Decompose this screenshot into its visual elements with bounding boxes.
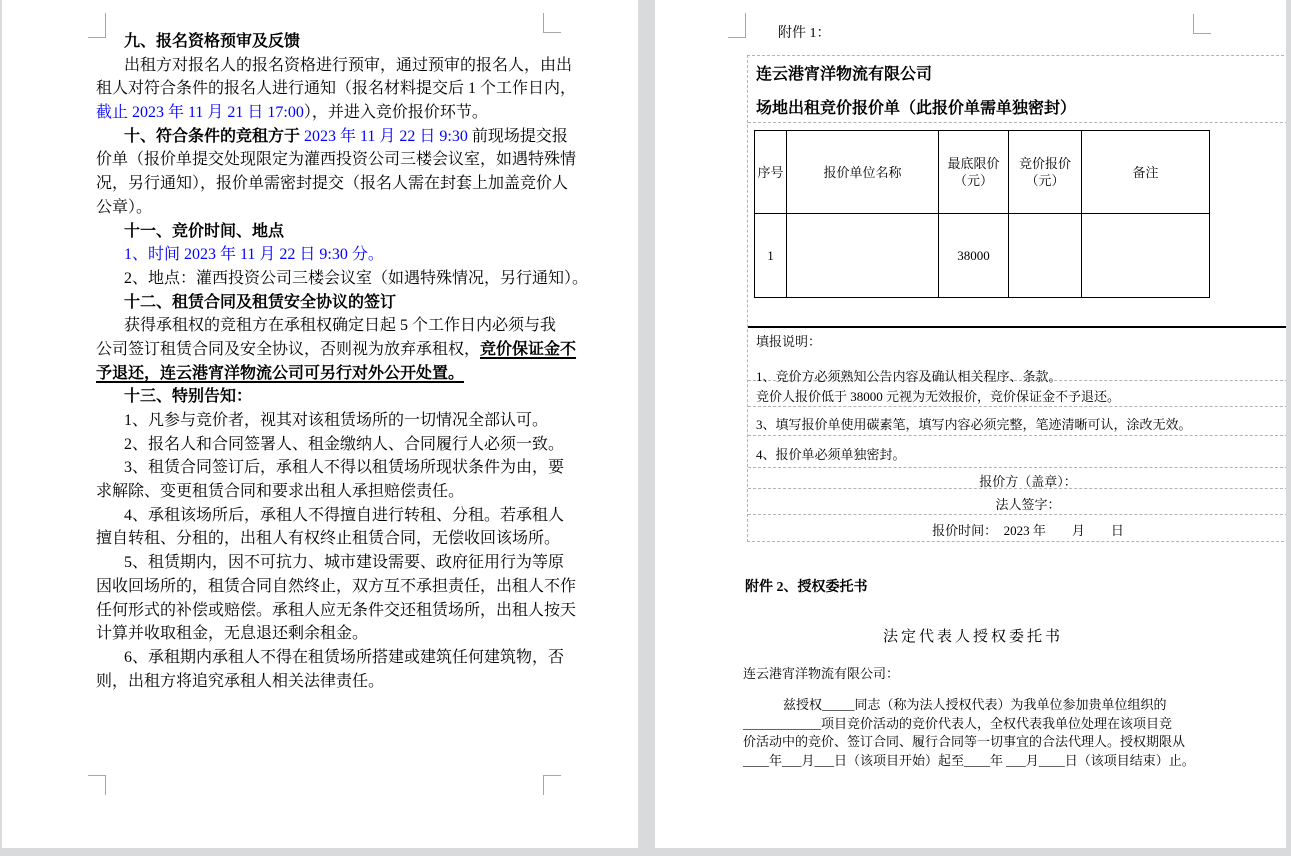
quote-table — [754, 130, 1210, 298]
text-line: 1、时间 2023 年 11 月 22 日 9:30 分。 — [124, 246, 384, 264]
text-line: 予退还，连云港宵洋物流公司可另行对外公开处置。 — [96, 364, 465, 382]
table-cell — [787, 214, 939, 298]
text-line: 况，另行通知），报价单需密封提交（报名人需在封套上加盖竞价人 — [96, 175, 569, 193]
column-header: 序号 — [755, 131, 787, 214]
text-line: 截止 2023 年 11 月 21 日 17:00），并进入竞价报价环节。 — [96, 104, 488, 122]
notes-row-1 — [748, 328, 1286, 384]
notes-row-3: 3、填写报价单使用碳素笔，填写内容必须完整，笔迹清晰可认，涂改无效。 — [748, 407, 1286, 436]
table-cell: 1 — [755, 214, 787, 298]
poa-line: ____________项目竞价活动的竞价代表人，全权代表我单位处理在该项目竞 — [743, 715, 1173, 731]
table-row — [755, 214, 1210, 298]
poa-salutation: 连云港宵洋物流有限公司： — [743, 666, 900, 681]
text-line: 6、承租期内承租人不得在租赁场所搭建或建筑任何建筑物，否 — [124, 648, 565, 666]
text-line: 十、符合条件的竞租方于 2023 年 11 月 22 日 9:30 前现场提交报 — [124, 127, 568, 145]
crop-mark-bottom-left — [88, 775, 106, 795]
text-line: 价单（报价单提交处现限定为灌西投资公司三楼会议室，如遇特殊情 — [96, 151, 577, 169]
page-1[interactable] — [2, 0, 638, 848]
poa-paragraph — [743, 696, 1213, 770]
canvas-bottom-edge — [0, 848, 1291, 856]
quote-form-box — [747, 55, 1286, 542]
page-2[interactable] — [655, 0, 1286, 848]
crop-mark-bottom-right — [543, 775, 561, 795]
text-line: 求解除、变更租赁合同和要求出租人承担赔偿责任。 — [96, 483, 465, 501]
text-line: 任何形式的补偿或赔偿。承租人应无条件交还租赁场所，出租人按天 — [96, 601, 577, 619]
notes-heading: 填报说明： — [756, 334, 822, 349]
text-line: 十一、竞价时间、地点 — [124, 222, 285, 240]
column-header: 竞价报价（元） — [1009, 131, 1082, 214]
poa-line: ____年___月___日（该项目开始）起至____年 ___月____日（该项目结束）止。 — [743, 752, 1195, 768]
text-line: 获得承租权的竞租方在承租权确定日起 5 个工作日内必须与我 — [124, 317, 557, 335]
quote-date-line: 报价时间： 2023 年 月 日 — [932, 523, 1124, 538]
column-header: 报价单位名称 — [787, 131, 939, 214]
attachment1-label: 附件 1： — [778, 26, 831, 41]
legal-sign-line: 法人签字： — [748, 489, 1286, 515]
text-line: 因收回场所的，租赁合同自然终止，双方互不承担责任，出租人不作 — [96, 577, 577, 595]
text-line: 十三、特别告知： — [124, 388, 253, 406]
text-line: 擅自转租、分租的，出租人有权终止租赁合同，无偿收回该场所。 — [96, 530, 561, 548]
poa-line: 价活动中的竞价、签订合同、履行合同等一切事宜的合法代理人。授权期限从 — [743, 734, 1186, 750]
quote-form-header — [748, 56, 1286, 123]
column-header: 备注 — [1082, 131, 1210, 214]
text-line: 计算并收取租金，无息退还剩余租金。 — [96, 625, 369, 643]
text-line: 5、租赁期内，因不可抗力、城市建设需要、政府征用行为等原 — [124, 554, 565, 572]
table-cell — [1009, 214, 1082, 298]
text-line: 1、凡参与竞价者，视其对该租赁场所的一切情况全部认可。 — [124, 412, 549, 429]
text-line: 则，出租方将追究承租人相关法律责任。 — [96, 672, 385, 690]
poa-line: 兹授权_____同志（称为法人授权代表）为我单位参加贵单位组织的 — [783, 697, 1167, 712]
text-line: 出租方对报名人的报名资格进行预审，通过预审的报名人，由出 — [124, 56, 573, 74]
text-line: 4、承租该场所后，承租人不得擅自进行转租、分租。若承租人 — [124, 506, 565, 524]
canvas-right-edge — [1286, 0, 1291, 848]
quote-table-header-row — [755, 131, 1210, 214]
attachment2-heading: 附件 2、授权委托书 — [745, 580, 868, 595]
text-line: 公章）。 — [96, 198, 153, 216]
text-line: 九、报名资格预审及反馈 — [124, 33, 301, 50]
signature-stamp-line: 报价方（盖章）： — [748, 468, 1286, 489]
text-line: 2、报名人和合同签署人、租金缴纳人、合同履行人必须一致。 — [124, 435, 565, 453]
crop-mark-top-left — [728, 13, 746, 38]
quote-table-row — [748, 130, 1286, 328]
crop-mark-top-right — [1193, 14, 1211, 34]
text-line: 公司签订租赁合同及安全协议，否则视为放弃承租权，竞价保证金不 — [96, 340, 577, 358]
text-line: 3、租赁合同签订后，承租人不得以租赁场所现状条件为由，要 — [124, 459, 565, 477]
notes-row-4: 4、报价单必须单独密封。 — [748, 436, 1286, 468]
text-line: 2、地点：灌西投资公司三楼会议室（如遇特殊情况，另行通知）。 — [124, 269, 589, 287]
quote-company-name: 连云港宵洋物流有限公司 — [756, 66, 933, 83]
text-line: 租人对符合条件的报名人进行通知（报名材料提交后 1 个工作日内， — [96, 80, 577, 98]
quote-form-title: 场地出租竞价报价单（此报价单需单独密封） — [756, 100, 1077, 117]
text-line: 十二、租赁合同及租赁安全协议的签订 — [124, 293, 397, 311]
note-line: 1、竞价方必须熟知公告内容及确认相关程序、条款。 — [756, 369, 1062, 384]
table-cell: 38000 — [939, 214, 1009, 298]
page-gap — [638, 0, 655, 848]
column-header: 最底限价（元） — [939, 131, 1009, 214]
table-cell — [1082, 214, 1210, 298]
notes-row-2: 竞价人报价低于 38000 元视为无效报价，竞价保证金不予退还。 — [748, 381, 1286, 407]
canvas-left-edge — [0, 0, 2, 848]
poa-title: 法定代表人授权委托书 — [882, 629, 1063, 645]
page1-text-lines — [96, 30, 621, 693]
